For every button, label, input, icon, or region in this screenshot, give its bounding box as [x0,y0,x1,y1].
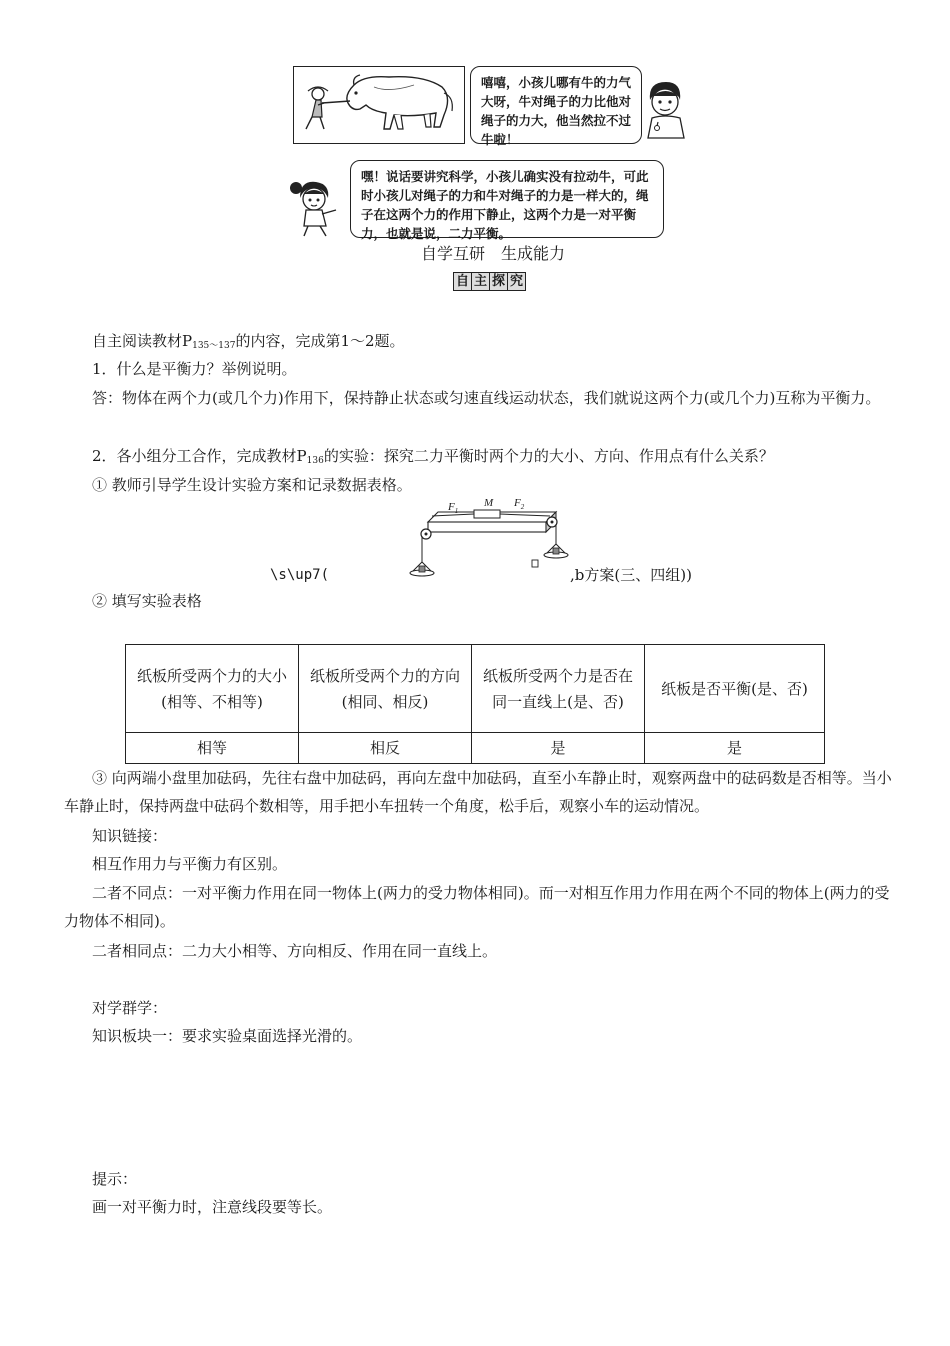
label-f2 [513,497,525,511]
badge-char-2: 主 [472,273,490,290]
self-study-badge [453,272,526,291]
group-study-title: 对学群学： [92,999,168,1017]
child-pulling-ox-drawing [294,67,463,142]
table-cell: 是 [472,733,645,764]
label-f2-letter: F [514,497,521,509]
question-2-prefix: 2．各小组分工合作，完成教材P [92,447,307,465]
label-f1-letter: F [448,501,455,513]
table-header-cell: 纸板所受两个力是否在同一直线上(是、否) [472,645,645,733]
knowledge-block-1: 知识板块一：要求实验桌面选择光滑的。 [92,1027,363,1045]
label-m: M [484,497,494,509]
step-1: ① 教师引导学生设计实验方案和记录数据表格。 [92,476,412,494]
step-3-text: ③ 向两端小盘里加砝码，先往右盘中加砝码，再向左盘中加砝码，直至小车静止时，观察两盘中的砝码数是否相等。当小车静止时，保持两盘中砝码个数相等，用手把小车扭转一个角度，松手后，观察小车的运动情况。 [64,769,892,815]
question-2-suffix: 的实验：探究二力平衡时两个力的大小、方向、作用点有什么关系？ [323,447,774,465]
hint-title: 提示： [92,1170,138,1188]
section-title: 自学互研 生成能力 [420,244,565,263]
table-header-cell: 纸板所受两个力的大小(相等、不相等) [126,645,299,733]
question-1: 1．什么是平衡力？举例说明。 [92,360,297,378]
reading-instruction-suffix: 的内容，完成第1～2题。 [235,332,405,350]
badge-char-4: 究 [509,274,523,289]
figure-caption-right: ,b方案(三、四组)) [570,566,692,584]
badge-char-1: 自 [454,273,472,290]
step-3 [64,764,894,820]
table-header-cell: 纸板所受两个力的方向(相同、相反) [299,645,472,733]
label-f1 [447,501,458,515]
answer-1-text: 答：物体在两个力(或几个力)作用下，保持静止状态或匀速直线运动状态，我们就说这两个力(或几个力)互称为平衡力。 [92,389,881,407]
knowledge-link-differences-text: 二者不同点：一对平衡力作用在同一物体上(两力的受力物体相同)。而一对相互作用力作用在两个不同的物体上(两力的受力物体不相同)。 [64,884,890,930]
table-cell: 相等 [126,733,299,764]
speech-bubble-left-text: 嘿！说话要讲究科学，小孩儿确实没有拉动牛，可此时小孩儿对绳子的力和牛对绳子的力是一样大的，绳子在这两个力的作用下静止，这两个力是一对平衡力，也就是说，二力平衡。 [361,169,649,241]
step-2: ② 填写实验表格 [92,592,202,610]
speech-bubble-right [470,66,642,147]
speech-bubble-right-text: 嘻嘻，小孩儿哪有牛的力气大呀，牛对绳子的力比他对绳子的力大，他当然拉不过牛啦！ [481,75,632,147]
question-2 [92,445,774,470]
label-f2-subscript: 2 [520,503,525,511]
experiment-table [125,644,825,764]
question-2-page: 136 [306,456,324,466]
knowledge-link-differences [64,879,894,935]
figure-caption-left: \s\up7( [270,567,330,583]
reading-pages: 135～137 [192,341,236,351]
answer-1 [64,384,894,412]
label-f1-subscript: 1 [454,507,459,515]
hint-text: 画一对平衡力时，注意线段要等长。 [92,1198,333,1216]
knowledge-link-line1: 相互作用力与平衡力有区别。 [92,855,288,873]
table-cell: 是 [645,733,825,764]
reading-instruction-prefix: 自主阅读教材P [92,332,193,350]
experiment-apparatus-figure [404,496,574,586]
comic-illustration [293,66,465,144]
reading-instruction [92,330,405,355]
badge-char-3: 探 [490,273,508,290]
knowledge-link-similarities: 二者相同点：二力大小相等、方向相反、作用在同一直线上。 [92,942,498,960]
speech-bubble-left [350,160,664,241]
table-cell: 相反 [299,733,472,764]
table-header-row [126,645,825,733]
boy-character-drawing [640,78,692,142]
table-row [126,733,825,764]
knowledge-link-title: 知识链接： [92,827,168,845]
table-header-cell: 纸板是否平衡(是、否) [645,645,825,733]
girl-character-drawing [286,176,346,238]
